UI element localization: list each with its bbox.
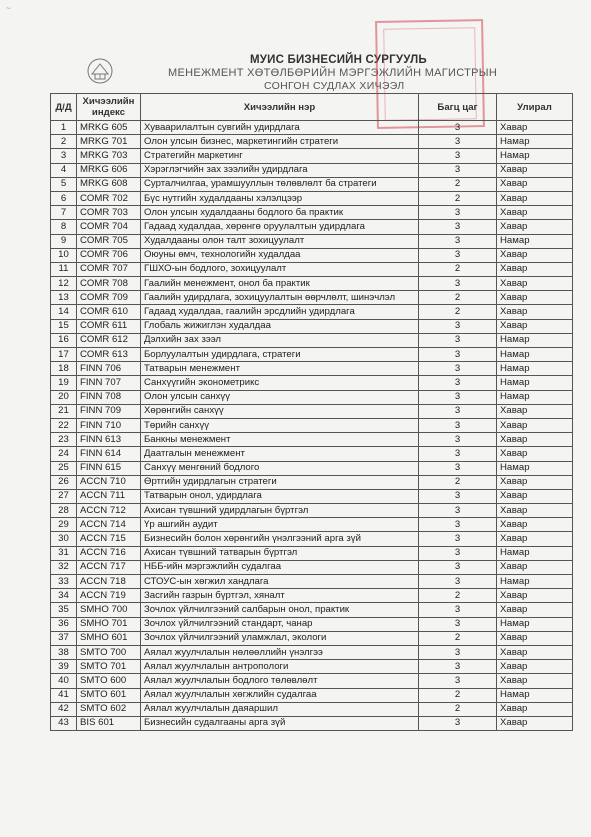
table-row	[51, 404, 573, 418]
course-index: COMR 709	[77, 291, 141, 305]
course-credits: 3	[419, 645, 497, 659]
course-semester: Хавар	[497, 560, 573, 574]
row-number: 31	[51, 546, 77, 560]
course-semester: Хавар	[497, 291, 573, 305]
course-name: Санхүү менгөний бодлого	[141, 461, 419, 475]
course-credits: 2	[419, 631, 497, 645]
course-name: Гадаад худалдаа, хөрөнгө оруулалтын удирдлага	[141, 220, 419, 234]
course-credits: 3	[419, 660, 497, 674]
course-index: SMHO 601	[77, 631, 141, 645]
row-number: 32	[51, 560, 77, 574]
course-index: SMTO 701	[77, 660, 141, 674]
course-credits: 3	[419, 376, 497, 390]
table-row	[51, 220, 573, 234]
course-credits: 3	[419, 546, 497, 560]
course-semester: Намар	[497, 234, 573, 248]
course-index: MRKG 701	[77, 135, 141, 149]
course-name: Үр ашгийн аудит	[141, 518, 419, 532]
table-row	[51, 418, 573, 432]
course-name: НББ-ийн мэргэжлийн судалгаа	[141, 560, 419, 574]
course-name: Ахисан түвшний татварын бүртгэл	[141, 546, 419, 560]
course-index: MRKG 605	[77, 121, 141, 135]
course-credits: 3	[419, 447, 497, 461]
course-semester: Хавар	[497, 504, 573, 518]
course-name: Бизнесийн судалгааны арга зүй	[141, 716, 419, 730]
row-number: 16	[51, 333, 77, 347]
course-semester: Хавар	[497, 248, 573, 262]
course-index: COMR 610	[77, 305, 141, 319]
course-credits: 3	[419, 319, 497, 333]
course-index: MRKG 608	[77, 177, 141, 191]
column-header-credits: Багц цаг	[419, 94, 497, 121]
course-semester: Хавар	[497, 631, 573, 645]
table-row	[51, 461, 573, 475]
table-row	[51, 575, 573, 589]
course-name: Хуваарилалтын сувгийн удирдлага	[141, 121, 419, 135]
course-credits: 3	[419, 518, 497, 532]
row-number: 19	[51, 376, 77, 390]
course-semester: Хавар	[497, 489, 573, 503]
course-semester: Хавар	[497, 518, 573, 532]
course-index: FINN 615	[77, 461, 141, 475]
row-number: 9	[51, 234, 77, 248]
row-number: 24	[51, 447, 77, 461]
course-name: Олон улсын худалдааны бодлого ба практик	[141, 206, 419, 220]
course-index: MRKG 606	[77, 163, 141, 177]
course-index: BIS 601	[77, 716, 141, 730]
course-credits: 3	[419, 333, 497, 347]
table-row	[51, 277, 573, 291]
course-credits: 3	[419, 489, 497, 503]
course-name: Төрийн санхүү	[141, 418, 419, 432]
table-row	[51, 631, 573, 645]
row-number: 35	[51, 603, 77, 617]
column-header-course-name: Хичээлийн нэр	[141, 94, 419, 121]
table-row	[51, 305, 573, 319]
course-table	[50, 93, 573, 731]
course-name: Банкны менежмент	[141, 433, 419, 447]
row-number: 1	[51, 121, 77, 135]
course-semester: Намар	[497, 617, 573, 631]
course-name: Хөрөнгийн санхүү	[141, 404, 419, 418]
university-logo-icon	[86, 56, 114, 86]
course-semester: Хавар	[497, 475, 573, 489]
table-row	[51, 702, 573, 716]
course-index: COMR 703	[77, 206, 141, 220]
course-credits: 3	[419, 461, 497, 475]
course-name: Олон улсын бизнес, маркетингийн стратеги	[141, 135, 419, 149]
course-name: Аялал жуулчлалын бодлого төлөвлөлт	[141, 674, 419, 688]
row-number: 15	[51, 319, 77, 333]
course-credits: 2	[419, 291, 497, 305]
row-number: 2	[51, 135, 77, 149]
course-name: Зочлох үйлчилгээний салбарын онол, практик	[141, 603, 419, 617]
course-semester: Намар	[497, 546, 573, 560]
table-row	[51, 617, 573, 631]
course-index: COMR 708	[77, 277, 141, 291]
table-row	[51, 688, 573, 702]
course-name: Глобаль жижиглэн худалдаа	[141, 319, 419, 333]
course-semester: Хавар	[497, 121, 573, 135]
course-credits: 2	[419, 262, 497, 276]
course-index: SMTO 602	[77, 702, 141, 716]
course-semester: Хавар	[497, 603, 573, 617]
school-name: МУИС БИЗНЕСИЙН СУРГУУЛЬ	[250, 54, 427, 66]
course-name: Борлуулалтын удирдлага, стратеги	[141, 348, 419, 362]
course-credits: 3	[419, 149, 497, 163]
course-credits: 3	[419, 163, 497, 177]
course-credits: 3	[419, 575, 497, 589]
row-number: 22	[51, 418, 77, 432]
table-row	[51, 177, 573, 191]
course-name: Аялал жуулчлалын нөлөөллийн үнэлгээ	[141, 645, 419, 659]
document-subtitle: СОНГОН СУДЛАХ ХИЧЭЭЛ	[264, 80, 405, 92]
course-semester: Хавар	[497, 645, 573, 659]
row-number: 14	[51, 305, 77, 319]
course-name: Стратегийн маркетинг	[141, 149, 419, 163]
table-row	[51, 716, 573, 730]
course-index: ACCN 716	[77, 546, 141, 560]
course-index: FINN 709	[77, 404, 141, 418]
row-number: 5	[51, 177, 77, 191]
course-name: Ахисан түвшний удирдлагын бүртгэл	[141, 504, 419, 518]
course-credits: 2	[419, 177, 497, 191]
course-credits: 3	[419, 504, 497, 518]
course-index: COMR 702	[77, 191, 141, 205]
course-credits: 3	[419, 404, 497, 418]
row-number: 34	[51, 589, 77, 603]
course-name: Зочлох үйлчилгээний уламжлал, экологи	[141, 631, 419, 645]
row-number: 39	[51, 660, 77, 674]
course-credits: 3	[419, 390, 497, 404]
course-credits: 3	[419, 277, 497, 291]
course-index: FINN 710	[77, 418, 141, 432]
course-name: ГШХО-ын бодлого, зохицуулалт	[141, 262, 419, 276]
table-row	[51, 589, 573, 603]
program-title: МЕНЕЖМЕНТ ХӨТӨЛБӨРИЙН МЭРГЭЖЛИЙН МАГИСТРЫН	[168, 67, 498, 79]
row-number: 10	[51, 248, 77, 262]
table-row	[51, 674, 573, 688]
course-semester: Хавар	[497, 660, 573, 674]
course-name: Санхүүгийн эконометрикс	[141, 376, 419, 390]
course-name: Гадаад худалдаа, гаалийн эрсдлийн удирдлага	[141, 305, 419, 319]
table-row	[51, 660, 573, 674]
course-semester: Хавар	[497, 305, 573, 319]
row-number: 12	[51, 277, 77, 291]
course-semester: Хавар	[497, 716, 573, 730]
row-number: 7	[51, 206, 77, 220]
row-number: 17	[51, 348, 77, 362]
table-row	[51, 234, 573, 248]
row-number: 6	[51, 191, 77, 205]
table-row	[51, 645, 573, 659]
course-index: COMR 611	[77, 319, 141, 333]
course-name: Худалдааны олон талт зохицуулалт	[141, 234, 419, 248]
course-name: Бизнесийн болон хөрөнгийн үнэлгээний арга зүй	[141, 532, 419, 546]
course-index: COMR 706	[77, 248, 141, 262]
row-number: 8	[51, 220, 77, 234]
course-name: Олон улсын санхүү	[141, 390, 419, 404]
course-name: СТОУС-ын хөгжил хандлага	[141, 575, 419, 589]
course-name: Сурталчилгаа, урамшууллын төлөвлөлт ба стратеги	[141, 177, 419, 191]
table-row	[51, 518, 573, 532]
course-index: ACCN 714	[77, 518, 141, 532]
column-header-semester: Улирал	[497, 94, 573, 121]
course-name: Аялал жуулчлалын даяаршил	[141, 702, 419, 716]
course-semester: Намар	[497, 348, 573, 362]
course-semester: Намар	[497, 135, 573, 149]
course-credits: 3	[419, 348, 497, 362]
table-row	[51, 376, 573, 390]
course-semester: Намар	[497, 575, 573, 589]
table-row	[51, 262, 573, 276]
course-index: SMTO 601	[77, 688, 141, 702]
course-index: COMR 707	[77, 262, 141, 276]
course-index: SMHO 700	[77, 603, 141, 617]
table-row	[51, 135, 573, 149]
course-index: MRKG 703	[77, 149, 141, 163]
course-credits: 3	[419, 433, 497, 447]
course-semester: Хавар	[497, 702, 573, 716]
row-number: 36	[51, 617, 77, 631]
course-semester: Хавар	[497, 589, 573, 603]
row-number: 30	[51, 532, 77, 546]
course-index: ACCN 710	[77, 475, 141, 489]
course-credits: 3	[419, 234, 497, 248]
row-number: 37	[51, 631, 77, 645]
course-semester: Намар	[497, 376, 573, 390]
table-row	[51, 333, 573, 347]
course-semester: Намар	[497, 390, 573, 404]
course-semester: Намар	[497, 461, 573, 475]
course-credits: 2	[419, 589, 497, 603]
table-row	[51, 447, 573, 461]
course-semester: Хавар	[497, 418, 573, 432]
course-semester: Хавар	[497, 277, 573, 291]
course-credits: 3	[419, 220, 497, 234]
course-name: Өртгийн удирдлагын стратеги	[141, 475, 419, 489]
course-semester: Хавар	[497, 319, 573, 333]
course-name: Татварын онол, удирдлага	[141, 489, 419, 503]
table-row	[51, 489, 573, 503]
course-semester: Хавар	[497, 191, 573, 205]
course-credits: 3	[419, 121, 497, 135]
table-header-row	[51, 94, 573, 121]
course-index: COMR 705	[77, 234, 141, 248]
table-row	[51, 319, 573, 333]
course-name: Аялал жуулчлалын антропологи	[141, 660, 419, 674]
course-semester: Намар	[497, 688, 573, 702]
table-body	[51, 121, 573, 731]
table-row	[51, 433, 573, 447]
table-row	[51, 362, 573, 376]
course-name: Бүс нутгийн худалдааны хэлэлцээр	[141, 191, 419, 205]
course-index: COMR 613	[77, 348, 141, 362]
course-name: Даатгалын менежмент	[141, 447, 419, 461]
course-credits: 3	[419, 560, 497, 574]
table-row	[51, 560, 573, 574]
course-name: Засгийн газрын бүртгэл, хяналт	[141, 589, 419, 603]
course-index: ACCN 712	[77, 504, 141, 518]
course-semester: Хавар	[497, 220, 573, 234]
course-index: FINN 707	[77, 376, 141, 390]
table-row	[51, 163, 573, 177]
course-name: Хэрэглэгчийн зах зээлийн удирдлага	[141, 163, 419, 177]
scan-mark: ~	[6, 4, 11, 13]
row-number: 25	[51, 461, 77, 475]
row-number: 43	[51, 716, 77, 730]
table-row	[51, 546, 573, 560]
course-semester: Хавар	[497, 674, 573, 688]
table-row	[51, 121, 573, 135]
course-index: ACCN 711	[77, 489, 141, 503]
table-row	[51, 149, 573, 163]
course-credits: 2	[419, 702, 497, 716]
row-number: 13	[51, 291, 77, 305]
course-semester: Намар	[497, 149, 573, 163]
course-credits: 3	[419, 248, 497, 262]
course-semester: Хавар	[497, 433, 573, 447]
course-index: SMTO 600	[77, 674, 141, 688]
course-credits: 2	[419, 305, 497, 319]
row-number: 27	[51, 489, 77, 503]
row-number: 26	[51, 475, 77, 489]
course-semester: Хавар	[497, 404, 573, 418]
row-number: 4	[51, 163, 77, 177]
course-name: Зочлох үйлчилгээний стандарт, чанар	[141, 617, 419, 631]
table-row	[51, 532, 573, 546]
course-index: ACCN 718	[77, 575, 141, 589]
row-number: 21	[51, 404, 77, 418]
row-number: 40	[51, 674, 77, 688]
row-number: 29	[51, 518, 77, 532]
table-row	[51, 603, 573, 617]
table-row	[51, 390, 573, 404]
course-credits: 3	[419, 135, 497, 149]
row-number: 38	[51, 645, 77, 659]
row-number: 33	[51, 575, 77, 589]
course-semester: Хавар	[497, 163, 573, 177]
course-credits: 2	[419, 475, 497, 489]
course-credits: 3	[419, 532, 497, 546]
course-credits: 3	[419, 674, 497, 688]
table-row	[51, 206, 573, 220]
course-credits: 3	[419, 362, 497, 376]
course-index: ACCN 717	[77, 560, 141, 574]
column-header-number: Д/Д	[51, 94, 77, 121]
course-name: Гаалийн менежмент, онол ба практик	[141, 277, 419, 291]
course-index: FINN 613	[77, 433, 141, 447]
row-number: 28	[51, 504, 77, 518]
table-row	[51, 348, 573, 362]
course-credits: 3	[419, 206, 497, 220]
course-semester: Хавар	[497, 206, 573, 220]
course-index: ACCN 719	[77, 589, 141, 603]
table-row	[51, 191, 573, 205]
course-name: Гаалийн удирдлага, зохицуулалтын өөрчлөлт, шинэчлэл	[141, 291, 419, 305]
column-header-index: Хичээлийн индекс	[77, 94, 141, 121]
course-credits: 3	[419, 617, 497, 631]
course-semester: Хавар	[497, 262, 573, 276]
row-number: 23	[51, 433, 77, 447]
course-index: SMTO 700	[77, 645, 141, 659]
table-row	[51, 475, 573, 489]
table-row	[51, 504, 573, 518]
row-number: 20	[51, 390, 77, 404]
course-credits: 2	[419, 191, 497, 205]
course-semester: Намар	[497, 333, 573, 347]
course-semester: Хавар	[497, 532, 573, 546]
row-number: 42	[51, 702, 77, 716]
course-credits: 3	[419, 716, 497, 730]
course-semester: Хавар	[497, 447, 573, 461]
course-credits: 3	[419, 603, 497, 617]
course-name: Оюуны өмч, технологийн худалдаа	[141, 248, 419, 262]
course-index: FINN 706	[77, 362, 141, 376]
table-row	[51, 291, 573, 305]
course-index: FINN 708	[77, 390, 141, 404]
course-semester: Намар	[497, 362, 573, 376]
course-name: Татварын менежмент	[141, 362, 419, 376]
course-index: ACCN 715	[77, 532, 141, 546]
course-index: COMR 704	[77, 220, 141, 234]
course-semester: Хавар	[497, 177, 573, 191]
course-index: FINN 614	[77, 447, 141, 461]
row-number: 41	[51, 688, 77, 702]
course-credits: 3	[419, 418, 497, 432]
row-number: 3	[51, 149, 77, 163]
row-number: 18	[51, 362, 77, 376]
row-number: 11	[51, 262, 77, 276]
course-name: Аялал жуулчлалын хөгжлийн судалгаа	[141, 688, 419, 702]
table-row	[51, 248, 573, 262]
course-index: COMR 612	[77, 333, 141, 347]
course-name: Дэлхийн зах зээл	[141, 333, 419, 347]
course-index: SMHO 701	[77, 617, 141, 631]
course-credits: 2	[419, 688, 497, 702]
